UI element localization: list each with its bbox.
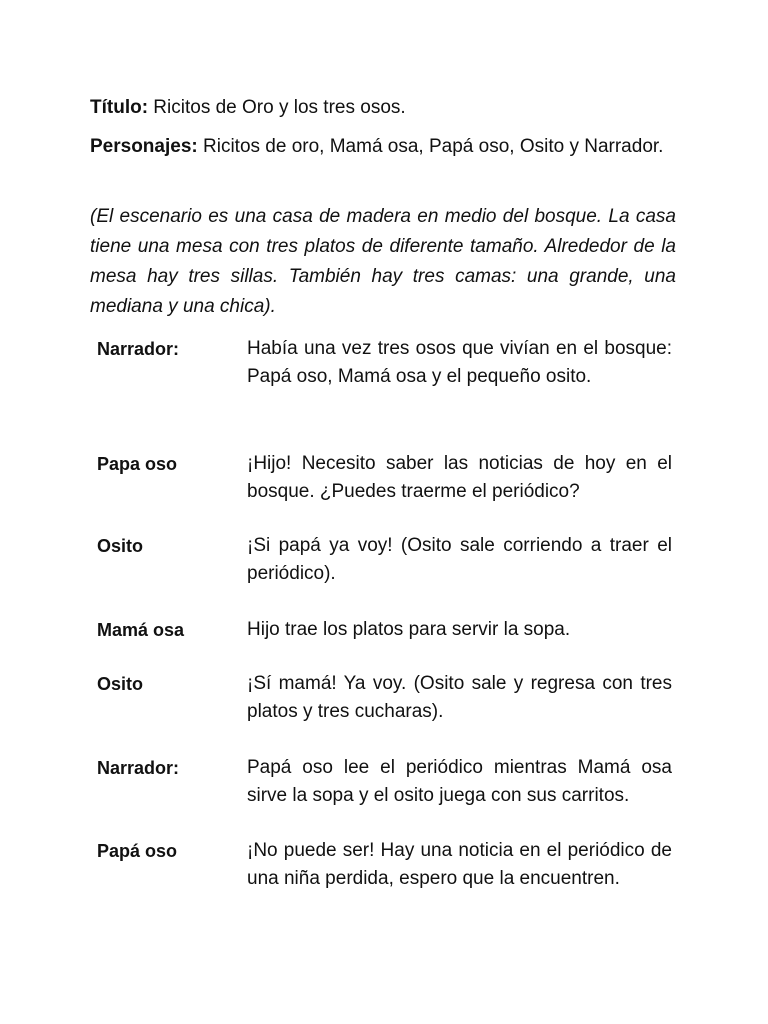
- speaker-name: Mamá osa: [97, 620, 185, 640]
- title-line: [90, 93, 676, 123]
- title-label: Título:: [90, 97, 149, 118]
- title-value: Ricitos de Oro y los tres osos.: [148, 97, 406, 118]
- speaker-name: Papá oso: [97, 841, 178, 861]
- speaker-name: Osito: [97, 674, 144, 694]
- speaker-name: Narrador:: [97, 758, 180, 778]
- dialogue-text: Había una vez tres osos que vivían en el bosque: Papá oso, Mamá osa y el pequeño osito.: [247, 338, 672, 387]
- dialogue-text: Papá oso lee el periódico mientras Mamá osa sirve la sopa y el osito juega con sus carritos.: [247, 757, 672, 806]
- script-table: [97, 335, 673, 927]
- script-row: [97, 754, 673, 837]
- characters-value: Ricitos de oro, Mamá osa, Papá oso, Osito y Narrador.: [197, 136, 664, 157]
- script-row: [97, 837, 673, 927]
- script-row: [97, 450, 673, 532]
- script-row: [97, 335, 673, 450]
- script-row: [97, 616, 673, 670]
- characters-label: Personajes:: [90, 136, 198, 157]
- speaker-name: Papa oso: [97, 454, 178, 474]
- dialogue-text: ¡Sí mamá! Ya voy. (Osito sale y regresa con tres platos y tres cucharas).: [247, 673, 672, 722]
- script-row: [97, 532, 673, 616]
- characters-line: [90, 132, 676, 162]
- dialogue-text: ¡No puede ser! Hay una noticia en el periódico de una niña perdida, espero que la encuentren.: [247, 840, 672, 889]
- speaker-name: Narrador:: [97, 339, 180, 359]
- dialogue-text: ¡Hijo! Necesito saber las noticias de hoy en el bosque. ¿Puedes traerme el periódico?: [247, 453, 672, 502]
- script-row: [97, 670, 673, 754]
- dialogue-text: ¡Si papá ya voy! (Osito sale corriendo a traer el periódico).: [247, 535, 672, 584]
- speaker-name: Osito: [97, 536, 144, 556]
- stage-direction: (El escenario es una casa de madera en medio del bosque. La casa tiene una mesa con tres platos de diferente tamaño. Alrededor de la mesa hay tres sillas. También hay tres camas: una grande, una mediana y una chica).: [90, 206, 676, 317]
- dialogue-text: Hijo trae los platos para servir la sopa.: [247, 619, 571, 640]
